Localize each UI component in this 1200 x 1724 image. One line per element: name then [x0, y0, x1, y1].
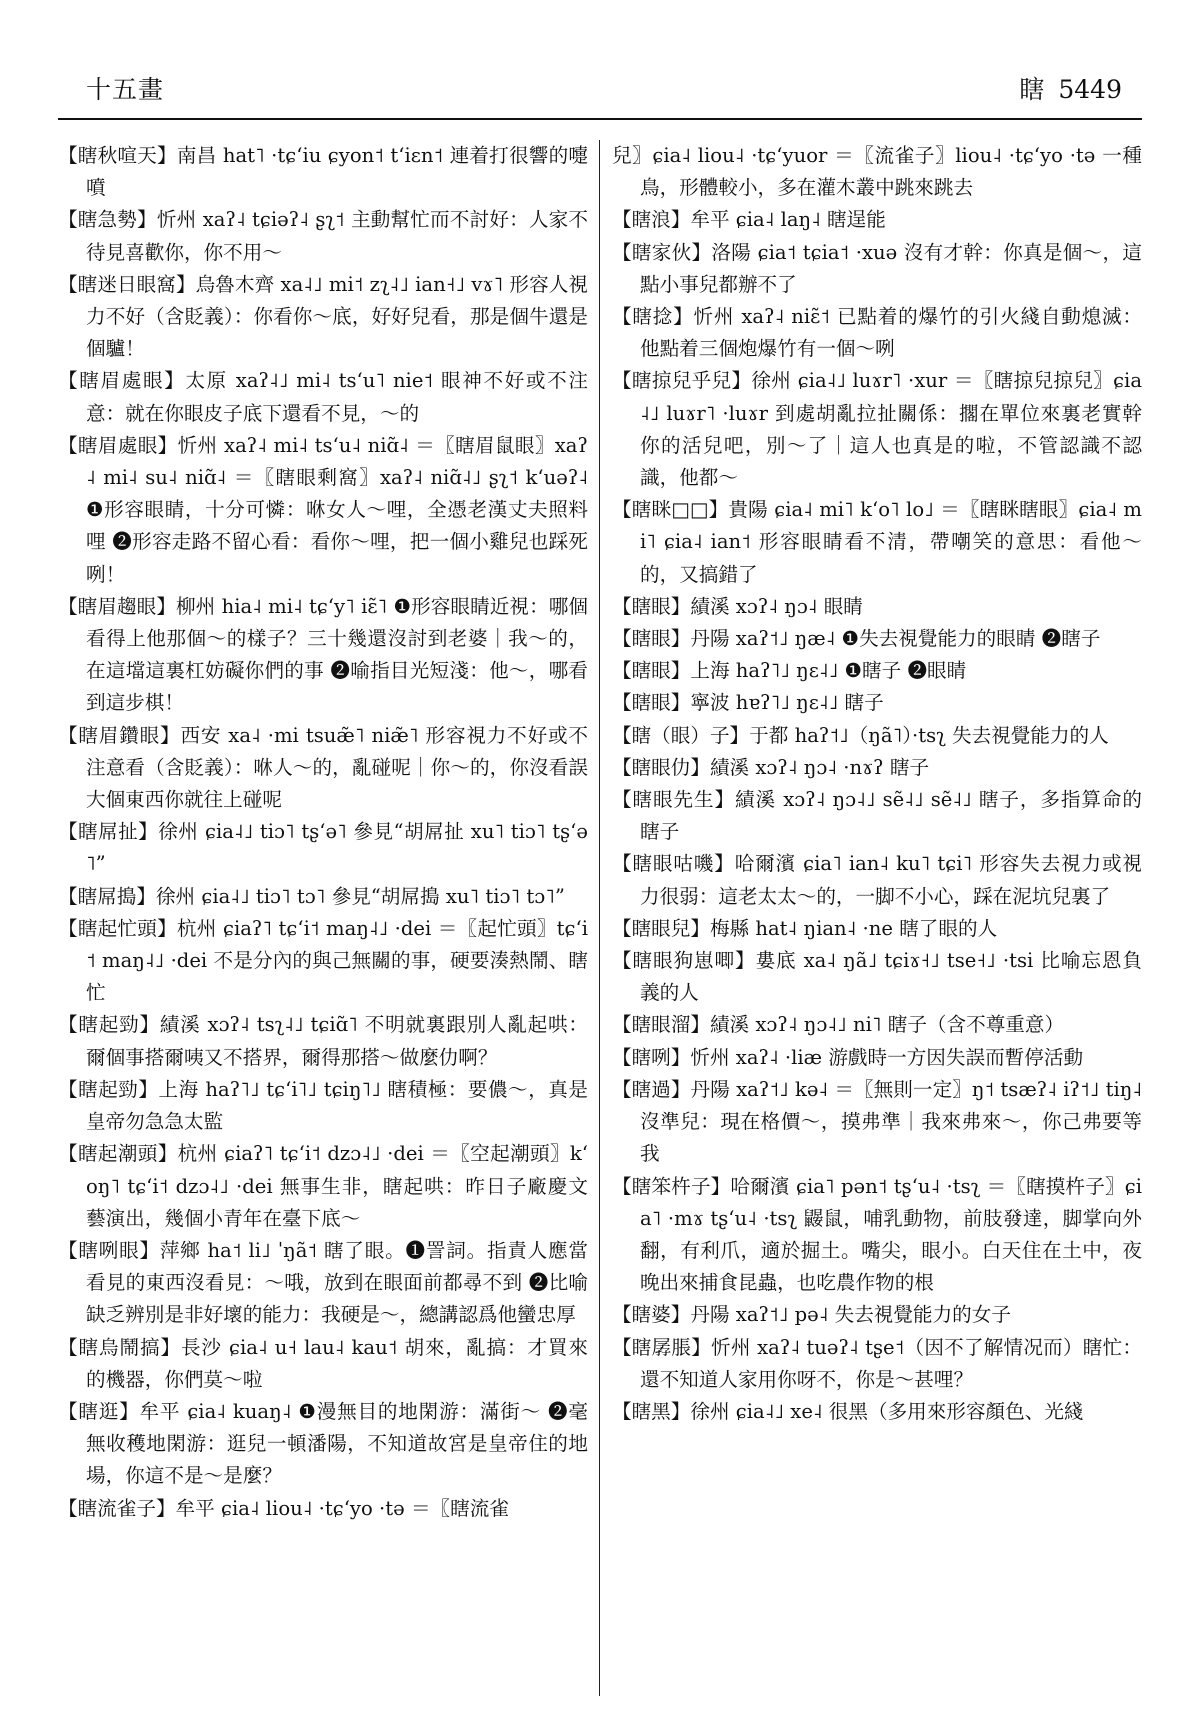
dictionary-entry: 【瞎起勁】績溪 xɔʔ˨ tsʅ˨˩ tɕiɑ̃˥ 不明就裏跟別人亂起哄：爾個事搭爾咦又不搭界，爾得那搭～做麼仂啊？ — [58, 1013, 588, 1069]
dictionary-entry: 【瞎眼】寧波 hɐʔ˥˩ ŋɛ˨˩ 瞎子 — [612, 691, 884, 715]
dictionary-entry: 【瞎眼】績溪 xɔʔ˨ ŋɔ˨ 眼睛 — [612, 594, 863, 618]
dictionary-entry: 【瞎流雀子】牟平 ɕia˨ liou˨ ·tɕʻyo ·tə ＝〖瞎流雀 — [58, 1496, 509, 1520]
dictionary-entry: 【瞎眼溜】績溪 xɔʔ˨ ŋɔ˨˩ ni˥ 瞎子（含不尊重意） — [612, 1013, 1065, 1037]
dictionary-entry: 【瞎掠兒乎兒】徐州 ɕia˨˩ luɤr˥ ·xur ＝〖瞎掠兒掠兒〗ɕia˨˩ luɤr˥ ·luɤr 到處胡亂拉扯關係：擱在單位來裏老實幹你的活兒吧，別～了｜這人也真是的啦，不管認識不認識，他都～ — [612, 369, 1142, 490]
section-title: 十五畫 — [86, 75, 165, 104]
dictionary-entry: 【瞎眉趨眼】柳州 hia˨ mi˨ tɕʻy˥ iɛ̃˥ ❶形容眼睛近視：哪個看得上他那個～的樣子？三十幾還沒討到老婆｜我～的，在這壋這裏杠妨礙你們的事 ❷喻指目光短淺：他～，哪看到這步棋！ — [58, 594, 588, 715]
header-right — [1019, 70, 1122, 106]
dictionary-entry: 【瞎屌扯】徐州 ɕia˨˩ tiɔ˥ tʂʻə˥ 參見“胡屌扯 xu˥ tiɔ˥ tʂʻə˥” — [58, 820, 588, 876]
dictionary-entry: 【瞎眼咕嘰】哈爾濱 ɕia˥ ian˨ ku˥ tɕi˥ 形容失去視力或視力很弱：這老太太～的，一脚不小心，踩在泥坑兒裏了 — [612, 852, 1142, 908]
dictionary-entry: 兒〗ɕia˨ liou˨ ·tɕʻyuor ＝〖流雀子〗liou˨ ·tɕʻyo ·tə 一種鳥，形體較小，多在灌木叢中跳來跳去 — [612, 144, 1142, 200]
dictionary-entry: 【瞎起潮頭】杭州 ɕiaʔ˥ tɕʻi˦ dzɔ˨˩ ·dei ＝〖空起潮頭〗kʻoŋ˥ tɕʻi˦ dzɔ˨˩ ·dei 無事生非，瞎起哄：昨日子廠慶文藝演出，幾個小青年在臺下底～ — [58, 1142, 588, 1230]
right-column — [612, 140, 1142, 1696]
dictionary-entry: 【瞎黑】徐州 ɕia˨˩ xe˨ 很黑（多用來形容顏色、光綫 — [612, 1399, 1084, 1423]
dictionary-entry: 【瞎起忙頭】杭州 ɕiaʔ˥ tɕʻi˦ maŋ˨˩ ·dei ＝〖起忙頭〗tɕʻi˦ maŋ˨˩ ·dei 不是分內的與己無關的事，硬要湊熱鬧、瞎忙 — [58, 916, 588, 1005]
page-number: 5449 — [1058, 75, 1122, 104]
dictionary-entry: 【瞎眼仂】績溪 xɔʔ˨ ŋɔ˨ ·nɤʔ 瞎子 — [612, 755, 930, 779]
dictionary-entry: 【瞎烏鬧搞】長沙 ɕia˨ u˧ lau˨ kau˦ 胡來，亂搞：才買來的機器，你們莫～啦 — [58, 1335, 588, 1391]
dictionary-entry: 【瞎笨杵子】哈爾濱 ɕia˥ pən˦ tʂʻu˨ ·tsʅ ＝〖瞎摸杵子〗ɕia˥ ·mɤ tʂʻu˨ ·tsʅ 鼹鼠，哺乳動物，前肢發達，脚掌向外翻，有利爪，適於掘土。嘴尖，眼小。白天住在土中，夜晚出來捕食昆蟲，也吃農作物的根 — [612, 1174, 1142, 1295]
dictionary-entry: 【瞎屌搗】徐州 ɕia˨˩ tiɔ˥ tɔ˥ 參見“胡屌搗 xu˥ tiɔ˥ tɔ˥” — [58, 884, 565, 908]
dictionary-entry: 【瞎逛】牟平 ɕia˨ kuaŋ˨ ❶漫無目的地閑游：滿街～ ❷毫無收穫地閑游：逛兒一頓潘陽，不知道故宮是皇帝住的地場，你這不是～是麼？ — [58, 1399, 588, 1488]
dictionary-entry: 【瞎秋喧天】南昌 hat˥ ·tɕʻiu ɕyon˦ tʻiɛn˦ 連着打很響的嚏噴 — [58, 144, 588, 200]
dictionary-entry: 【瞎眉鑽眼】西安 xa˨ ·mi tsuæ̃˥ niæ̃˥ 形容視力不好或不注意看（含貶義）：咻人～的，亂碰呢｜你～的，你沒看誤大個東西你就往上碰呢 — [58, 723, 588, 812]
dictionary-entry: 【瞎眯□□】貴陽 ɕia˨ mi˥ kʻo˥ lo˩ ＝〖瞎眯瞎眼〗ɕia˨ mi˥ ɕia˨ ian˦ 形容眼睛看不清，帶嘲笑的意思：看他～的，又搞錯了 — [612, 498, 1142, 586]
dictionary-entry: 【瞎（眼）子】于都 haʔ˦˩（ŋã˥）·tsʅ 失去視覺能力的人 — [612, 723, 1109, 747]
dictionary-entry: 【瞎婆】丹陽 xaʔ˦˩ pə˨ 失去視覺能力的女子 — [612, 1303, 1011, 1327]
dictionary-entry: 【瞎眼兒】梅縣 hat˨ ŋian˨ ·ne 瞎了眼的人 — [612, 916, 998, 940]
dictionary-entry: 【瞎起勁】上海 haʔ˥˩ tɕʻi˥˩ tɕiŋ˥˩ 瞎積極：要儂～，真是皇帝勿急急太監 — [58, 1077, 588, 1134]
dictionary-entry: 【瞎眼狗崽唧】婁底 xa˨ ŋã˩ tɕiɤ˧˩ tse˧˩ ·tsi 比喻忘恩負義的人 — [612, 949, 1142, 1005]
dictionary-entry: 【瞎孱脹】忻州 xaʔ˨ tuəʔ˨ tʂe˦（因不了解情况而）瞎忙：還不知道人家用你呀不，你是～甚哩？ — [612, 1335, 1142, 1391]
page-header — [58, 68, 1142, 120]
dictionary-entry: 【瞎眉處眼】忻州 xaʔ˨ mi˨ tsʻu˨ niɑ̃˨ ＝〖瞎眉鼠眼〗xaʔ˨ mi˨ su˨ niɑ̃˨ ＝〖瞎眼剩窩〗xaʔ˨ niɑ̃˨˩ ʂʅ˦ kʻuəʔ˨ ❶形容眼睛，十分可憐：咻女人～哩，全憑老漢丈夫照料哩 ❷形容走路不留心看：看你～哩，把一個小雞兒也踩死咧！ — [58, 433, 588, 586]
dictionary-entry: 【瞎過】丹陽 xaʔ˦˩ kə˨ ＝〖無則一定〗ŋ˦ tsæʔ˨ iʔ˦˩ tiŋ˨ 沒準兒：現在格價～，摸弗準｜我來弗來～，你己弗要等我 — [612, 1077, 1142, 1166]
left-column — [58, 140, 588, 1696]
dictionary-entry: 【瞎捻】忻州 xaʔ˨ niɛ̃˦ 已點着的爆竹的引火綫自動熄滅：他點着三個炮爆竹有一個～咧 — [612, 305, 1142, 361]
dictionary-columns — [58, 140, 1142, 1696]
dictionary-entry: 【瞎咧眼】萍鄉 ha˦ li˩ ˈŋã˦ 瞎了眼。❶詈詞。指責人應當看見的東西沒看見：～哦，放到在眼面前都尋不到 ❷比喻缺乏辨別是非好壞的能力：我硬是～，總講認爲他蠻忠厚 — [58, 1238, 588, 1327]
dictionary-entry: 【瞎家伙】洛陽 ɕia˦ tɕia˦ ·xuə 沒有才幹：你真是個～，這點小事兒都辦不了 — [612, 240, 1142, 296]
header-character: 瞎 — [1019, 75, 1045, 104]
column-divider — [599, 140, 600, 1696]
dictionary-entry: 【瞎迷日眼窩】烏魯木齊 xa˨˩ mi˦ zʅ˨˩ ian˧˩ vɤ˥ 形容人視力不好（含貶義）：你看你～底，好好兒看，那是個牛還是個驢！ — [58, 272, 588, 361]
dictionary-entry: 【瞎眉處眼】太原 xaʔ˨˩ mi˨ tsʻu˥ nie˦ 眼神不好或不注意：就在你眼皮子底下還看不見，～的 — [58, 369, 588, 425]
dictionary-entry: 【瞎眼】丹陽 xaʔ˦˩ ŋæ˨ ❶失去視覺能力的眼睛 ❷瞎子 — [612, 627, 1101, 651]
dictionary-entry: 【瞎眼先生】績溪 xɔʔ˨ ŋɔ˨˩ sẽ˨˩ sẽ˨˩ 瞎子，多指算命的瞎子 — [612, 788, 1142, 844]
dictionary-entry: 【瞎急勢】忻州 xaʔ˨ tɕiəʔ˨ ʂʅ˦ 主動幫忙而不討好：人家不待見喜歡你，你不用～ — [58, 208, 588, 264]
dictionary-entry: 【瞎眼】上海 haʔ˥˩ ŋɛ˨˩ ❶瞎子 ❷眼睛 — [612, 659, 967, 683]
dictionary-entry: 【瞎浪】牟平 ɕia˨ laŋ˨ 瞎逞能 — [612, 208, 886, 232]
dictionary-entry: 【瞎咧】忻州 xaʔ˨ ·liæ 游戲時一方因失誤而暫停活動 — [612, 1045, 1084, 1069]
